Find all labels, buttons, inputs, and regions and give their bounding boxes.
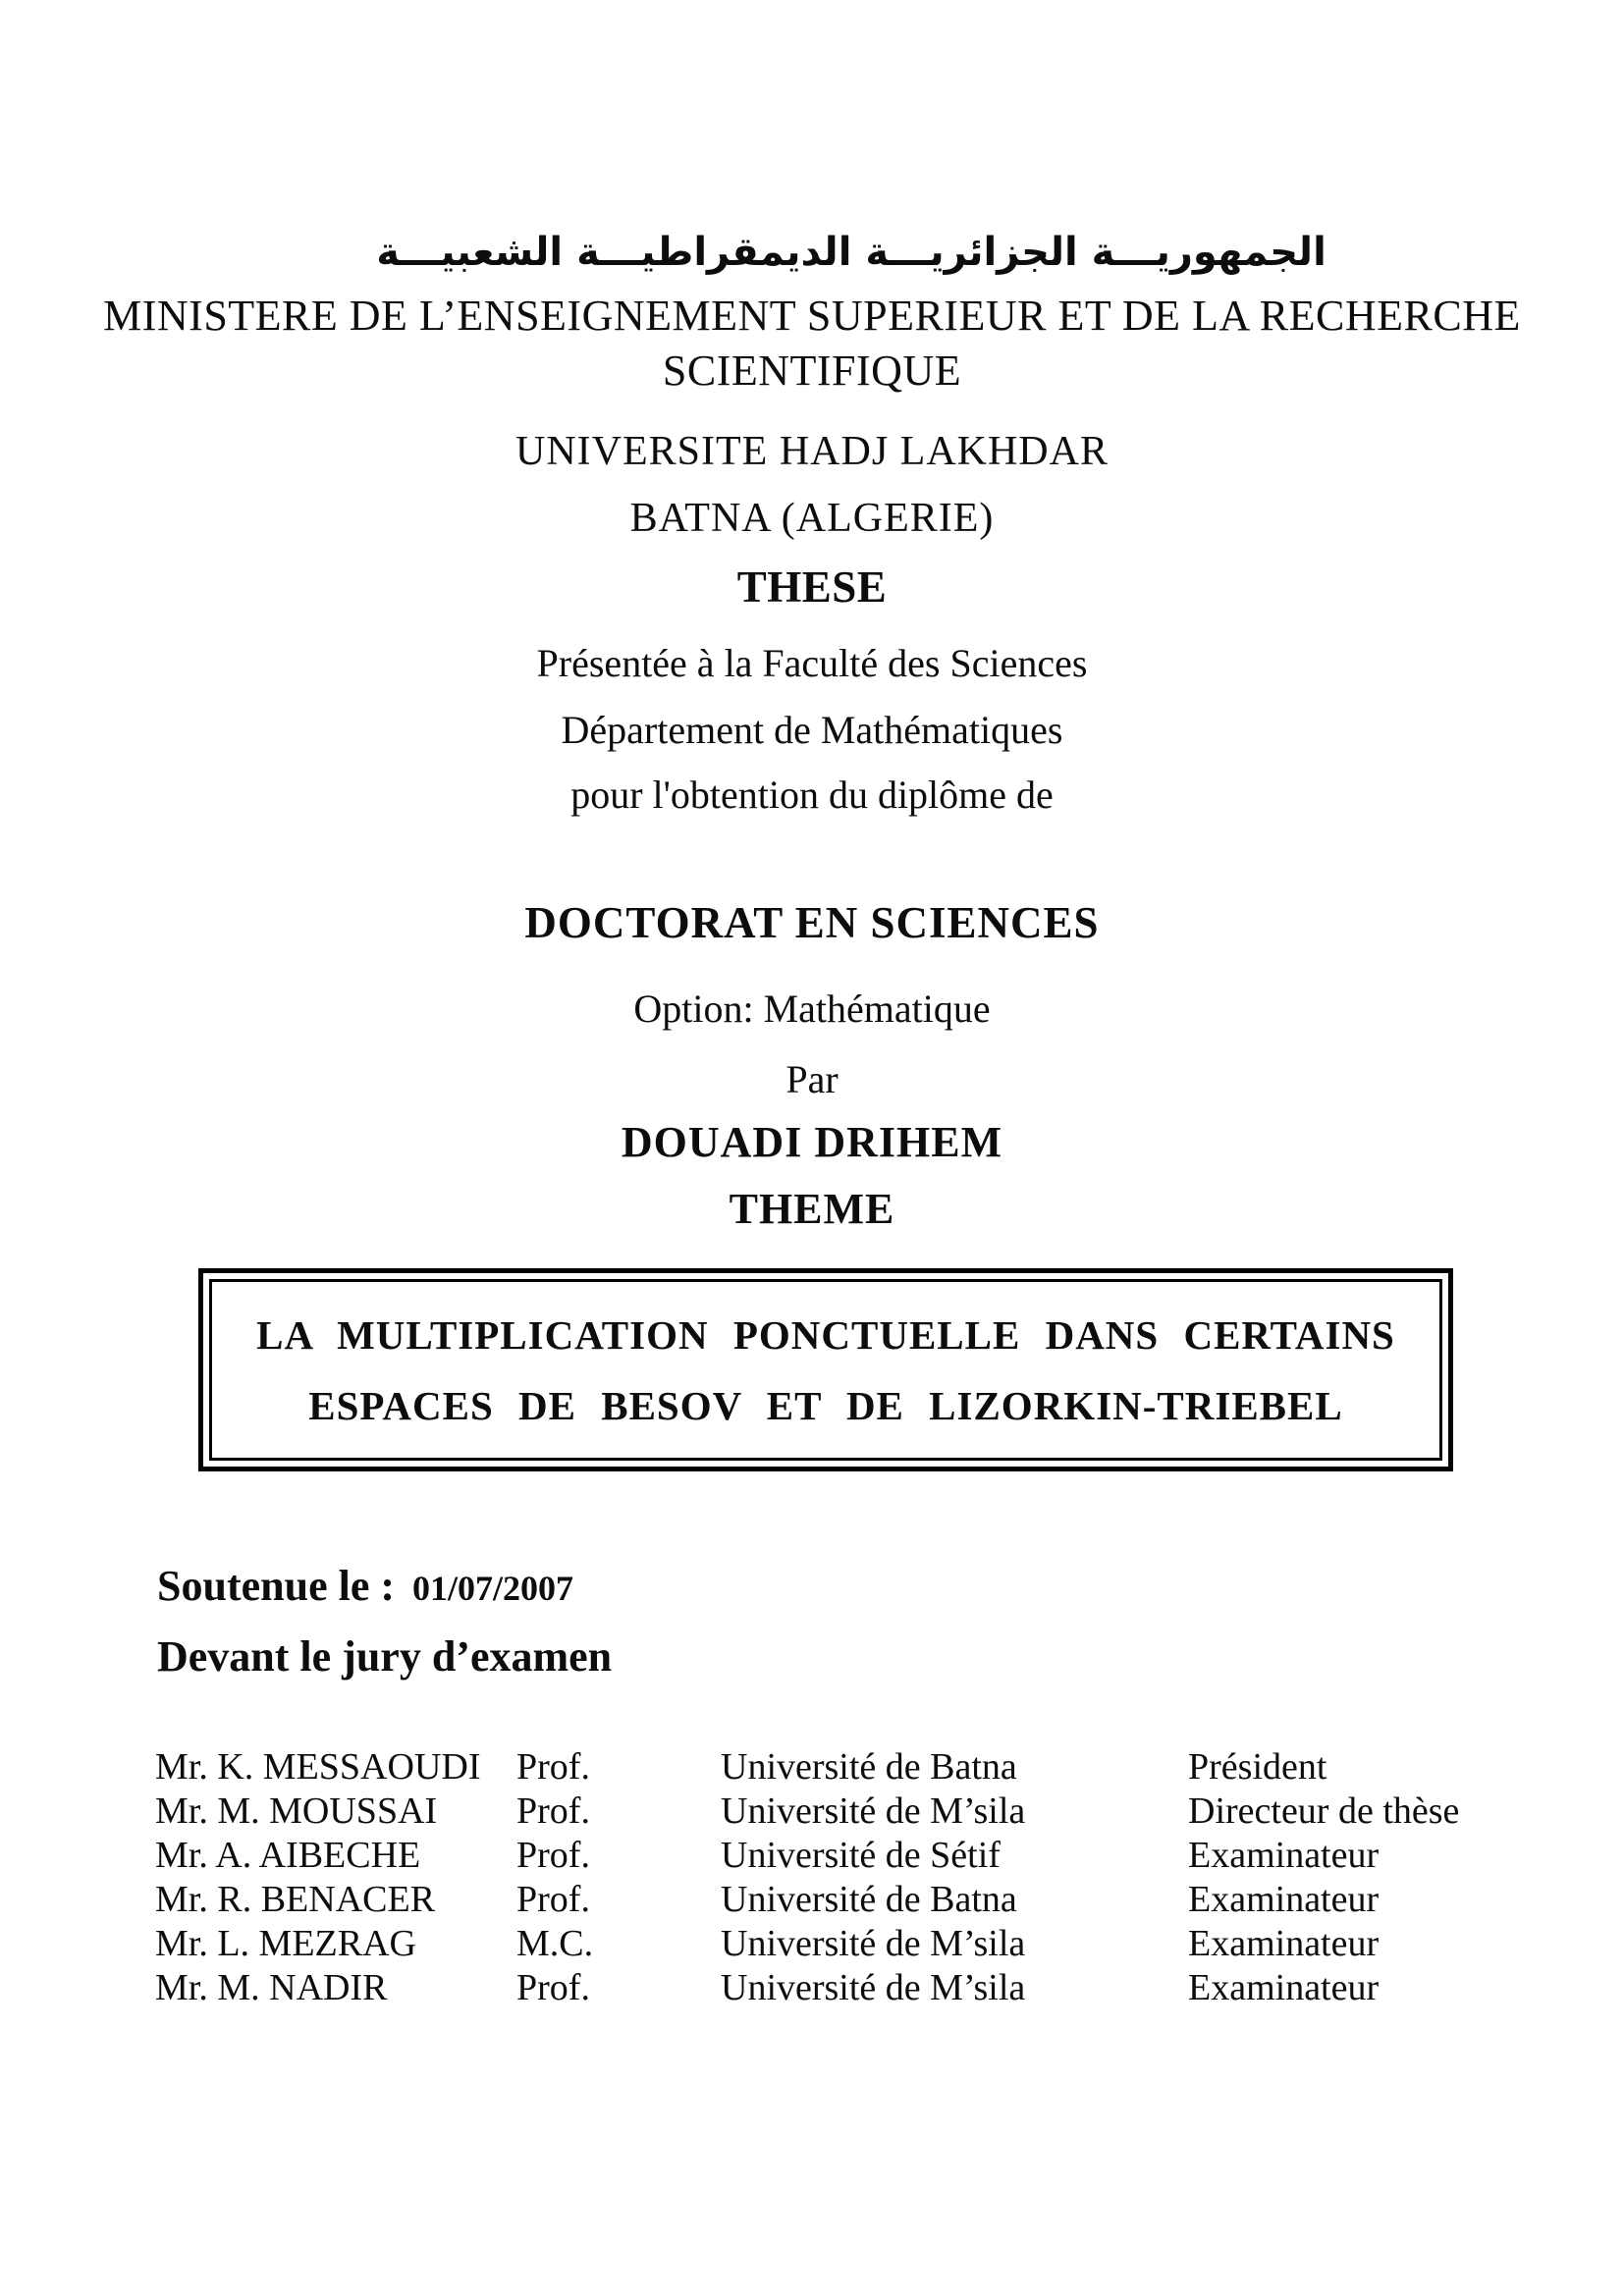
jury-member-role: Examinateur [1188,1835,1380,1876]
jury-member-name: Mr. R. BENACER [155,1879,436,1920]
jury-member-university: Université de Batna [721,1879,1017,1920]
author-name: DOUADI DRIHEM [621,1118,1003,1166]
defense-date-row [157,1561,573,1611]
university-city: BATNA (ALGERIE) [629,496,995,541]
degree-name: DOCTORAT EN SCIENCES [524,898,1100,947]
jury-heading: Devant le jury d’examen [157,1632,613,1681]
jury-member-grade: Prof. [516,1746,590,1788]
jury-member-university: Université de Batna [721,1746,1017,1788]
jury-member-role: Examinateur [1188,1967,1380,2008]
option-line: Option: Mathématique [633,987,991,1031]
department-line: Département de Mathématiques [561,708,1063,752]
thesis-title-box [198,1268,1453,1471]
jury-member-university: Université de M’sila [721,1967,1026,2008]
jury-member-role: Président [1188,1746,1327,1788]
defense-date-value: 01/07/2007 [412,1569,574,1608]
these-label: THESE [736,562,888,612]
theme-label: THEME [729,1185,895,1233]
jury-table [155,1745,1545,2010]
ministry-line-2: SCIENTIFIQUE [662,347,962,395]
jury-member-name: Mr. L. MEZRAG [155,1923,416,1964]
jury-member-name: Mr. M. NADIR [155,1967,388,2008]
thesis-title-box-inner [209,1279,1442,1461]
jury-member-grade: Prof. [516,1790,590,1832]
jury-member-grade: Prof. [516,1967,590,2008]
jury-member-university: Université de M’sila [721,1790,1026,1832]
thesis-title-line-2: ESPACES DE BESOV ET DE LIZORKIN-TRIEBEL [308,1382,1343,1428]
defense-date-label: Soutenue le : [157,1562,395,1610]
jury-member-name: Mr. A. AIBECHE [155,1835,421,1876]
jury-member-name: Mr. K. MESSAOUDI [155,1746,481,1788]
jury-member-role: Directeur de thèse [1188,1790,1460,1832]
jury-member-grade: M.C. [516,1923,594,1964]
for-degree-line: pour l'obtention du diplôme de [570,773,1054,817]
par-label: Par [785,1057,839,1101]
jury-member-grade: Prof. [516,1835,590,1876]
ministry-title [0,289,1624,399]
arabic-republic-title: الجمهوريـــة الجزائريـــة الديمقراطيـــة الشعبيـــة [376,230,1326,275]
ministry-line-1: MINISTERE DE L’ENSEIGNEMENT SUPERIEUR ET DE LA RECHERCHE [103,292,1521,340]
jury-member-role: Examinateur [1188,1879,1380,1920]
jury-member-university: Université de Sétif [721,1835,1001,1876]
university-name: UNIVERSITE HADJ LAKHDAR [515,429,1109,474]
presented-at-line: Présentée à la Faculté des Sciences [536,641,1088,685]
jury-member-grade: Prof. [516,1879,590,1920]
jury-member-name: Mr. M. MOUSSAI [155,1790,438,1832]
jury-member-role: Examinateur [1188,1923,1380,1964]
jury-member-university: Université de M’sila [721,1923,1026,1964]
thesis-title-line-1: LA MULTIPLICATION PONCTUELLE DANS CERTAINS [256,1311,1395,1358]
